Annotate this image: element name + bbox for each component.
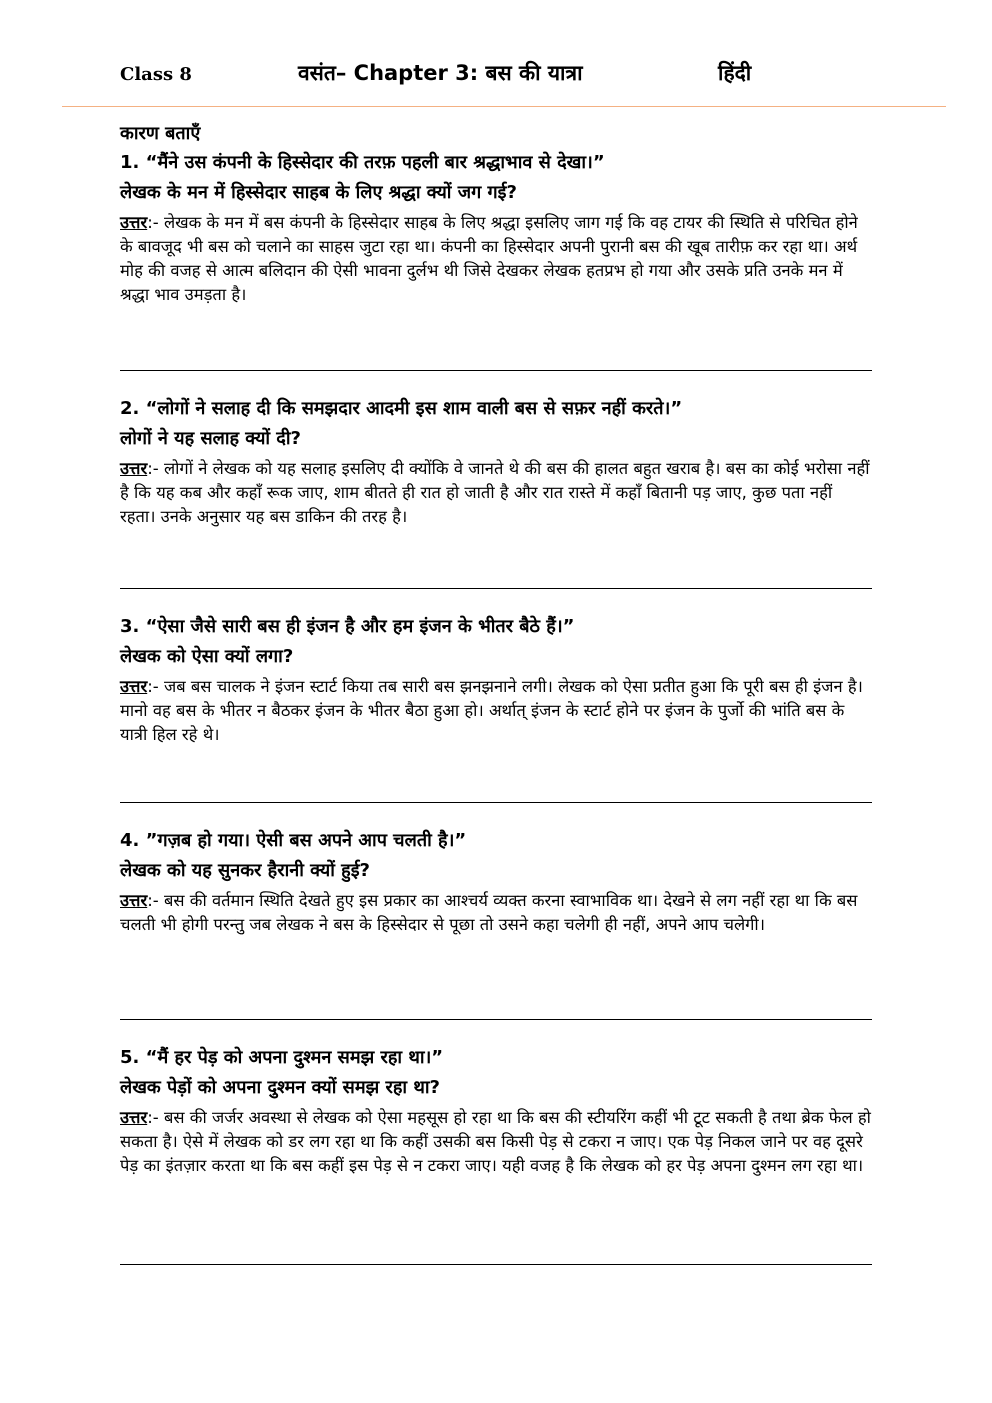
question-text: लेखक के मन में हिस्सेदार साहब के लिए श्रद्धा क्यों जग गई? (120, 182, 517, 203)
class-label: Class 8 (120, 64, 192, 85)
question-text: लोगों ने यह सलाह क्यों दी? (120, 428, 301, 449)
answer-text (120, 889, 872, 937)
question-text: लेखक को ऐसा क्यों लगा? (120, 646, 294, 667)
section-divider (120, 1019, 872, 1020)
question-block-1 (120, 148, 872, 307)
question-quote: 5. “मैं हर पेड़ को अपना दुश्मन समझ रहा था।” (120, 1047, 444, 1068)
answer-body: :- जब बस चालक ने इंजन स्टार्ट किया तब सारी बस झनझनाने लगी। लेखक को ऐसा प्रतीत हुआ कि पूरी बस ही इंजन है। मानो वह बस के भीतर न बैठकर इंजन के भीतर बैठा हुआ हो। अर्थात् इंजन के स्टार्ट होने पर इंजन के पुर्जो की भांति बस के यात्री हिल रहे थे। (120, 677, 863, 744)
answer-text (120, 1106, 872, 1178)
question-quote: 1. “मैंने उस कंपनी के हिस्सेदार की तरफ़ पहली बार श्रद्धाभाव से देखा।” (120, 152, 605, 173)
section-divider (120, 588, 872, 589)
section-divider (120, 1264, 872, 1265)
question-quote: 4. ”गज़ब हो गया। ऐसी बस अपने आप चलती है।” (120, 830, 467, 851)
question-quote: 3. “ऐसा जैसे सारी बस ही इंजन है और हम इंजन के भीतर बैठे हैं।” (120, 616, 575, 637)
answer-body: :- लेखक के मन में बस कंपनी के हिस्सेदार साहब के लिए श्रद्धा इसलिए जाग गई कि वह टायर की स्थिति से परिचित होने के बावजूद भी बस को चलाने का साहस जुटा रहा था। कंपनी का हिस्सेदार अपनी पुरानी बस की खूब तारीफ़ कर रहा था। अर्थ मोह की वजह से आत्म बलिदान की ऐसी भावना दुर्लभ थी जिसे देखकर लेखक हतप्रभ हो गया और उसके प्रति उनके मन में श्रद्धा भाव उमड़ता है। (120, 213, 858, 304)
answer-text (120, 211, 872, 307)
question-quote: 2. “लोगों ने सलाह दी कि समझदार आदमी इस शाम वाली बस से सफ़र नहीं करते।” (120, 398, 683, 419)
answer-text (120, 457, 872, 529)
page-header (0, 0, 992, 108)
answer-label: उत्तर (120, 459, 148, 478)
section-divider (120, 370, 872, 371)
subject-label: हिंदी (718, 61, 752, 85)
answer-body: :- बस की जर्जर अवस्था से लेखक को ऐसा महसूस हो रहा था कि बस की स्टीयरिंग कहीं भी टूट सकती है तथा ब्रेक फेल हो सकता है। ऐसे में लेखक को डर लग रहा था कि कहीं उसकी बस किसी पेड़ से टकरा न जाए। एक पेड़ निकल जाने पर वह दूसरे पेड़ का इंतज़ार करता था कि बस कहीं इस पेड़ से न टकरा जाए। यही वजह है कि लेखक को हर पेड़ अपना दुश्मन लग रहा था। (120, 1108, 871, 1175)
answer-label: उत्तर (120, 891, 148, 910)
question-text: लेखक को यह सुनकर हैरानी क्यों हुई? (120, 860, 370, 881)
question-block-5 (120, 1043, 872, 1178)
section-divider (120, 802, 872, 803)
question-block-2 (120, 394, 872, 529)
answer-label: उत्तर (120, 1108, 148, 1127)
section-heading: कारण बताएँ (120, 123, 201, 144)
answer-label: उत्तर (120, 677, 148, 696)
header-divider (62, 106, 946, 107)
question-block-3 (120, 612, 872, 747)
chapter-title: वसंत– Chapter 3: बस की यात्रा (298, 61, 583, 85)
question-block-4 (120, 826, 872, 937)
answer-body: :- लोगों ने लेखक को यह सलाह इसलिए दी क्योंकि वे जानते थे की बस की हालत बहुत खराब है। बस का कोई भरोसा नहीं है कि यह कब और कहाँ रूक जाए, शाम बीतते ही रात हो जाती है और रात रास्ते में कहाँ बितानी पड़ जाए, कुछ पता नहीं रहता। उनके अनुसार यह बस डाकिन की तरह है। (120, 459, 870, 526)
question-text: लेखक पेड़ों को अपना दुश्मन क्यों समझ रहा था? (120, 1077, 440, 1098)
answer-label: उत्तर (120, 213, 148, 232)
answer-body: :- बस की वर्तमान स्थिति देखते हुए इस प्रकार का आश्चर्य व्यक्त करना स्वाभाविक था। देखने से लग नहीं रहा था कि बस चलती भी होगी परन्तु जब लेखक ने बस के हिस्सेदार से पूछा तो उसने कहा चलेगी ही नहीं, अपने आप चलेगी। (120, 891, 858, 934)
answer-text (120, 675, 872, 747)
